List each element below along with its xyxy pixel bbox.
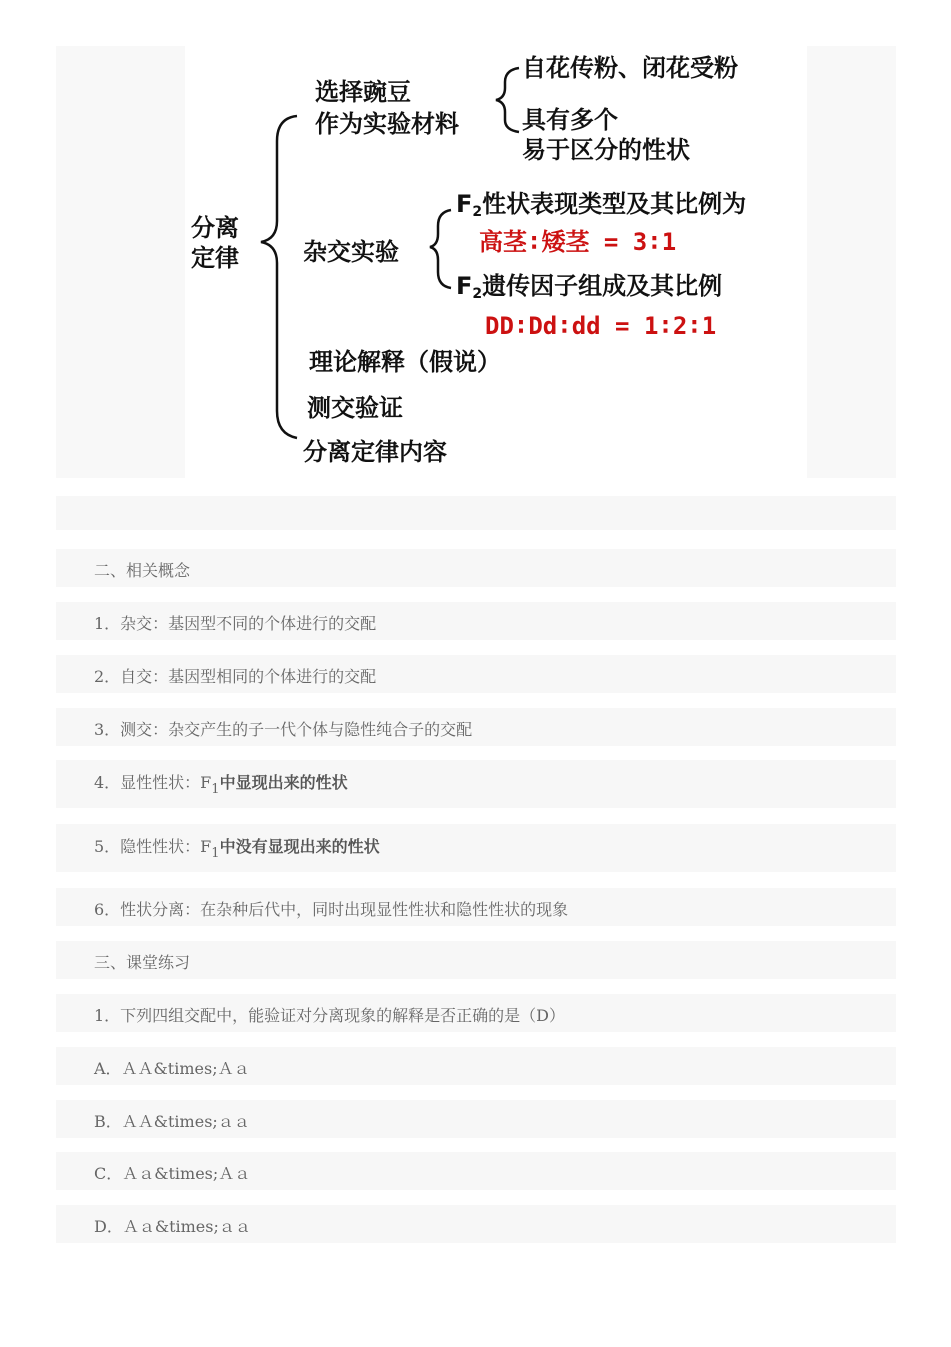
option-b: B．ＡＡ&times;ａａ <box>94 1112 250 1131</box>
concept-recessive-trait: 5．隐性性状：$F_1$中没有显现出来的性状 <box>94 837 380 861</box>
concept-row <box>56 760 896 808</box>
option-row <box>56 1205 896 1243</box>
root-label-line1: 分离 <box>191 214 239 242</box>
root-brace <box>261 116 297 438</box>
concept-testcross: 3．测交：杂交产生的子一代个体与隐性纯合子的交配 <box>94 720 473 739</box>
f2-phenotype-label: $F_2$性状表现类型及其比例为 <box>456 190 747 220</box>
empty-row <box>56 496 896 530</box>
material-trait-multiple-line2: 易于区分的性状 <box>522 136 690 164</box>
option-d: D．Ａａ&times;ａａ <box>94 1217 251 1236</box>
hybrid-brace <box>430 210 451 288</box>
bracket-lines <box>185 46 807 478</box>
concept-row <box>56 824 896 872</box>
branch-material-line2: 作为实验材料 <box>315 110 459 138</box>
concept-row <box>56 655 896 693</box>
concept-row <box>56 888 896 926</box>
question-row <box>56 994 896 1032</box>
option-a: A．ＡＡ&times;Ａａ <box>94 1059 250 1078</box>
concept-row <box>56 602 896 640</box>
option-c: C．Ａａ&times;Ａａ <box>94 1164 251 1183</box>
concept-selfing: 2．自交：基因型相同的个体进行的交配 <box>94 667 377 686</box>
branch-material-line1: 选择豌豆 <box>315 78 411 106</box>
material-brace <box>496 68 519 132</box>
concept-dominant-trait: 4．显性性状：$F_1$中显现出来的性状 <box>94 773 348 797</box>
separation-law-diagram <box>185 46 807 478</box>
concept-row <box>56 708 896 746</box>
f2-genotype-ratio: DD∶Dd∶dd = 1∶2∶1 <box>485 312 717 340</box>
section-title-concepts: 二、相关概念 <box>94 561 191 580</box>
branch-hybrid-experiment: 杂交实验 <box>303 238 399 266</box>
exercise-question: 1．下列四组交配中，能验证对分离现象的解释是否正确的是（D） <box>94 1006 566 1025</box>
material-trait-self-pollination: 自花传粉、闭花受粉 <box>522 54 738 82</box>
branch-theory: 理论解释（假说） <box>309 348 501 376</box>
option-row <box>56 1047 896 1085</box>
section-title-exercise: 三、课堂练习 <box>94 953 191 972</box>
f2-phenotype-ratio: 高茎∶矮茎 = 3∶1 <box>479 228 677 256</box>
option-row <box>56 1100 896 1138</box>
concept-hybridization: 1．杂交：基因型不同的个体进行的交配 <box>94 614 377 633</box>
section-heading-row <box>56 549 896 587</box>
f2-genotype-label: $F_2$遗传因子组成及其比例 <box>456 272 723 302</box>
branch-testcross: 测交验证 <box>307 394 403 422</box>
section-heading-row <box>56 941 896 979</box>
branch-law-content: 分离定律内容 <box>303 438 447 466</box>
material-trait-multiple-line1: 具有多个 <box>522 106 618 134</box>
option-row <box>56 1152 896 1190</box>
root-label-line2: 定律 <box>191 244 239 272</box>
concept-trait-segregation: 6．性状分离：在杂种后代中，同时出现显性性状和隐性性状的现象 <box>94 900 569 919</box>
